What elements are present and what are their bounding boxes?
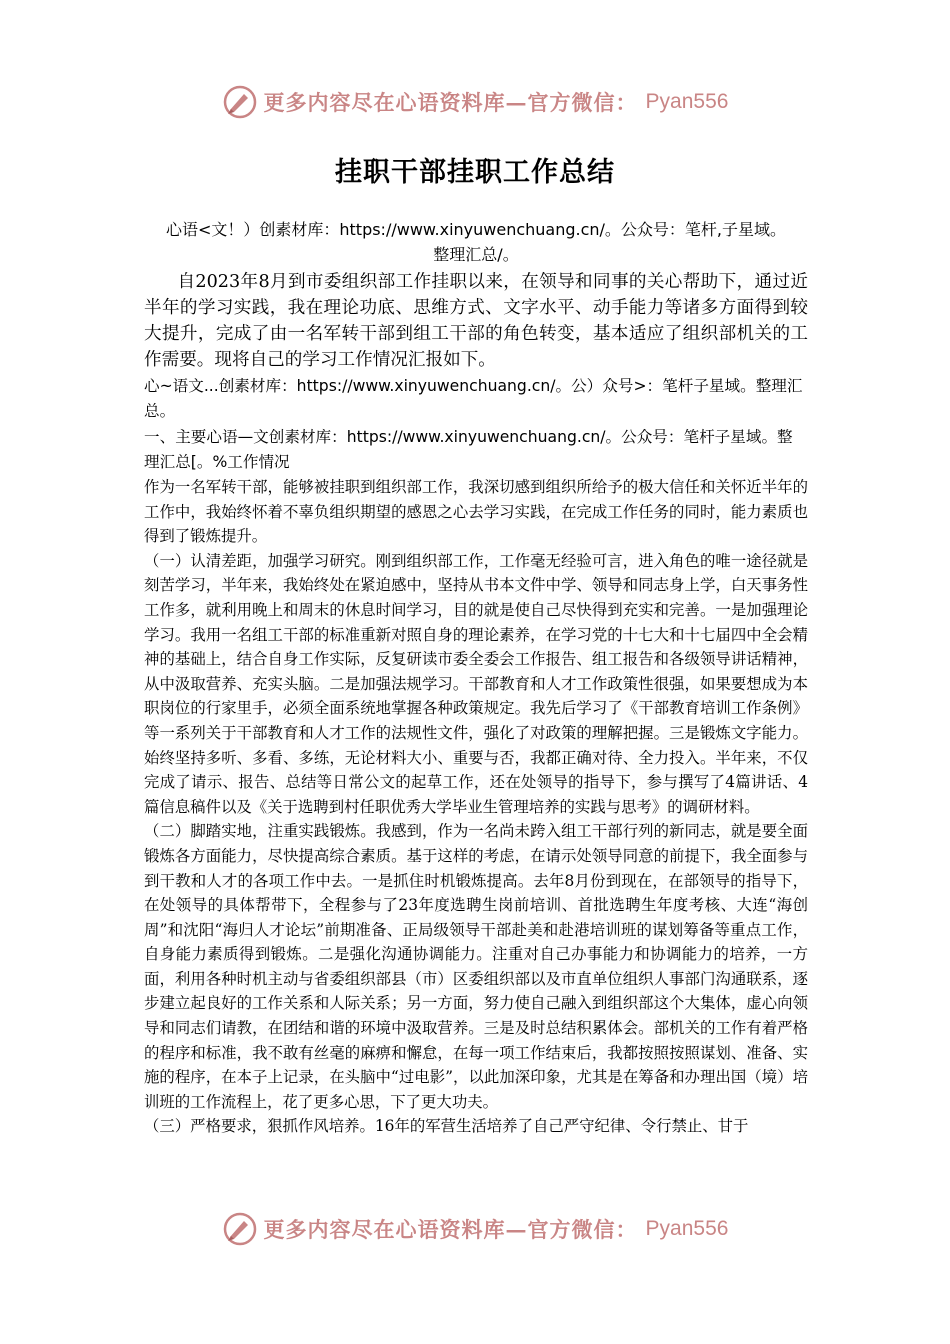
watermark-line: 心语<文！）创素材库：https://www.xinyuwenchuang.cn/。公众号：笔杆,子星域。 — [165, 220, 787, 239]
section-heading-1: 一、主要心语—文创素材库：https://www.xinyuwenchuang.cn/。公众号：笔杆子星域。整理汇总[。%工作情况 — [144, 428, 793, 471]
top-banner — [0, 82, 950, 122]
body-paragraph: （一）认清差距，加强学习研究。刚到组织部工作，工作毫无经验可言，进入角色的唯一途径就是刻苦学习，半年来，我始终处在紧迫感中，坚持从书本文件中学、领导和同志身上学，白天事务性工作多，就利用晚上和周末的休息时间学习，目的就是使自己尽快得到充实和完善。一是加强理论学习。我用一名组工干部的标准重新对照自身的理论素养，在学习党的十七大和十七届四中全会精神的基础上，结合自身工作实际，反复研读市委全委会工作报告、组工报告和各级领导讲话精神，从中汲取营养、充实头脑。二是加强法规学习。干部教育和人才工作政策性很强，如果要想成为本职岗位的行家里手，必须全面系统地掌握各种政策规定。我先后学习了《干部教育培训工作条例》等一系列关于干部教育和人才工作的法规性文件，强化了对政策的理解把握。三是锻炼文字能力。始终坚持多听、多看、多练，无论材料大小、重要与否，我都正确对待、全力投入。半年来，不仅完成了请示、报告、总结等日常公文的起草工作，还在处领导的指导下，参与撰写了4篇讲话、4篇信息稿件以及《关于选聘到村任职优秀大学毕业生管理培养的实践与思考》的调研材料。 — [144, 551, 808, 816]
banner-text: 更多内容尽在心语资料库—官方微信： — [263, 1217, 638, 1242]
pen-in-circle-logo-icon — [222, 1211, 258, 1247]
banner-text: 更多内容尽在心语资料库—官方微信： — [263, 90, 638, 115]
banner-wechat-id: Pyan556 — [645, 90, 729, 113]
banner-wechat-id: Pyan556 — [645, 1217, 729, 1240]
watermark-line-2: 心~语文...创素材库：https://www.xinyuwenchuang.cn/。公）众号>：笔杆子星域。整理汇总。 — [144, 377, 803, 420]
bottom-banner — [0, 1209, 950, 1249]
body-paragraph: 作为一名军转干部，能够被挂职到组织部工作，我深切感到组织所给予的极大信任和关怀近半年的工作中，我始终怀着不辜负组织期望的感恩之心去学习实践，在完成工作任务的同时，能力素质也得到了锻炼提升。 — [144, 478, 808, 546]
body-paragraph: （二）脚踏实地，注重实践锻炼。我感到，作为一名尚未跨入组工干部行列的新同志，就是要全面锻炼各方面能力，尽快提高综合素质。基于这样的考虑，在请示处领导同意的前提下，我全面参与到干教和人才的各项工作中去。一是抓住时机锻炼提高。去年8月份到现在，在部领导的指导下，在处领导的具体帮带下，全程参与了23年度选聘生岗前培训、首批选聘生年度考核、大连“海创周”和沈阳“海归人才论坛”前期准备、正局级领导干部赴美和赴港培训班的谋划筹备等重点工作，自身能力素质得到锻炼。二是强化沟通协调能力。注重对自己办事能力和协调能力的培养，一方面，利用各种时机主动与省委组织部县（市）区委组织部以及市直单位组织人事部门沟通联系，逐步建立起良好的工作关系和人际关系；另一方面，努力使自己融入到组织部这个大集体，虚心向领导和同志们请教，在团结和谐的环境中汲取营养。三是及时总结积累体会。部机关的工作有着严格的程序和标准，我不敢有丝毫的麻痹和懈怠，在每一项工作结束后，我都按照按照谋划、准备、实施的程序，在本子上记录，在头脑中“过电影”，以此加深印象，尤其是在筹备和办理出国（境）培训班的工作流程上，花了更多心思，下了更大功夫。 — [144, 822, 808, 1111]
document-title: 挂职干部挂职工作总结 — [335, 157, 615, 188]
intro-paragraph: 自2023年8月到市委组织部工作挂职以来，在领导和同事的关心帮助下，通过近半年的学习实践，我在理论功底、思维方式、文字水平、动手能力等诸多方面得到较大提升，完成了由一名军转干部到组工干部的角色转变，基本适应了组织部机关的工作需要。现将自己的学习工作情况汇报如下。 — [144, 272, 808, 370]
watermark-line-continued: 整理汇总/。 — [433, 245, 519, 264]
document-body — [144, 217, 808, 1139]
pen-in-circle-logo-icon — [222, 84, 258, 120]
body-paragraph: （三）严格要求，狠抓作风培养。16年的军营生活培养了自己严守纪律、令行禁止、甘于 — [144, 1117, 749, 1136]
